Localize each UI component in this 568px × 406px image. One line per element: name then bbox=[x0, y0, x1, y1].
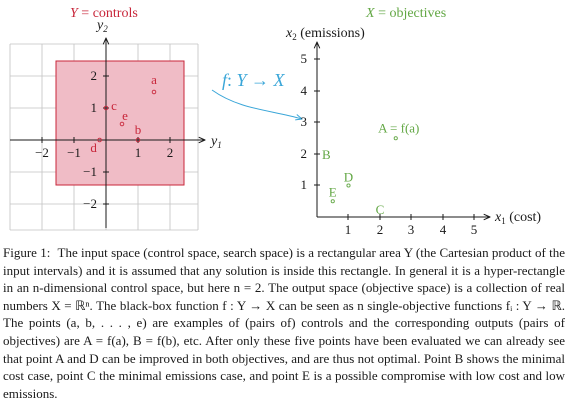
right-x-axis-label: $x_1$ (cost) bbox=[495, 210, 542, 226]
right-x-tick: 1 bbox=[344, 222, 352, 237]
objective-point-label: D bbox=[343, 169, 354, 185]
objective-point-label: A = f(a) bbox=[378, 120, 420, 136]
caption-text: The input space (control space, search space) is a rectangular area Y (the Cartesian product of the input intervals) and it is assumed that any solution is inside this rectangle. In general it is a hyper-rectangle in an n-dimensional control space, but here n = 2. The output space (objective space) is a collection of real numbers X = ℝⁿ. The black-box function f : Y → X can be seen as n single-objective functions fᵢ : Y → ℝ. The points (a, b, . . . , e) are examples of (pairs of) controls and the corresponding outputs (pairs of objectives) are A = f(a), B = f(b), etc. After only these five points have been evaluated we can already see that point A and D can be improved in both objectives, and are thus not optimal. Point B shows the minimal cost case, point C the minimal emissions case, and point E is a possible compromise with low cost and low emissions. bbox=[3, 245, 565, 401]
control-point-label: a bbox=[151, 72, 157, 87]
objective-point bbox=[331, 200, 334, 203]
left-panel-title: Y = controls bbox=[70, 6, 138, 21]
objective-point-label: E bbox=[328, 184, 337, 200]
control-point-label: d bbox=[90, 140, 97, 155]
left-y-axis-label: $y_2$ bbox=[97, 18, 108, 34]
figure-caption bbox=[3, 244, 565, 402]
right-y-tick: 2 bbox=[300, 146, 307, 161]
right-panel-title: X = objectives bbox=[366, 6, 447, 21]
left-y-tick: 2 bbox=[90, 68, 97, 83]
left-x-tick: −2 bbox=[35, 145, 49, 160]
control-point-label: c bbox=[111, 98, 117, 113]
left-x-tick: −1 bbox=[67, 145, 81, 160]
objective-point bbox=[394, 137, 397, 140]
left-y-tick: −2 bbox=[83, 196, 97, 211]
left-y-tick: 1 bbox=[90, 100, 97, 115]
right-points bbox=[322, 120, 419, 217]
right-x-tick: 5 bbox=[470, 222, 478, 237]
left-x-tick: 1 bbox=[134, 145, 142, 160]
left-x-tick: 2 bbox=[166, 145, 174, 160]
left-panel bbox=[10, 6, 222, 230]
control-point-label: b bbox=[134, 122, 142, 137]
mapping-label: f: Y → X bbox=[222, 70, 285, 90]
right-x-tick: 3 bbox=[407, 222, 415, 237]
right-x-tick: 4 bbox=[439, 222, 447, 237]
caption-label: Figure 1: bbox=[3, 245, 51, 260]
objective-point-label: B bbox=[322, 147, 331, 162]
left-y-tick: −1 bbox=[83, 164, 97, 179]
control-point-label: e bbox=[122, 108, 128, 123]
mapping-arrow bbox=[212, 90, 302, 119]
right-y-tick: 5 bbox=[300, 51, 307, 66]
right-y-tick: 1 bbox=[300, 177, 307, 192]
right-y-tick: 3 bbox=[300, 114, 307, 129]
objective-point-label: C bbox=[375, 202, 385, 217]
mapping bbox=[212, 70, 302, 119]
right-panel bbox=[285, 6, 541, 237]
right-x-tick: 2 bbox=[376, 222, 384, 237]
right-y-tick: 4 bbox=[300, 83, 307, 98]
right-y-axis-label: $x_2$ (emissions) bbox=[286, 26, 365, 42]
left-x-axis-label: $y_1$ bbox=[211, 134, 222, 150]
